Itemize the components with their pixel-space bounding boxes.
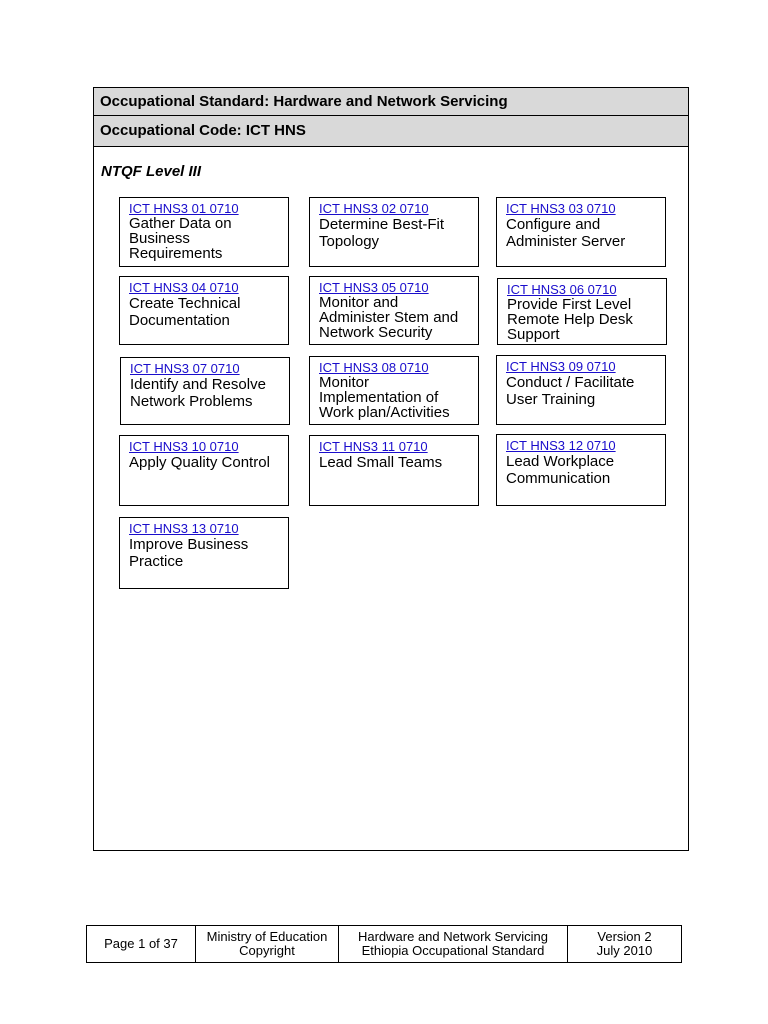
unit-box-03 [496, 197, 666, 267]
unit-title-06: Provide First Level Remote Help Desk Support [507, 296, 633, 343]
page-footer [86, 925, 682, 963]
ntqf-level-label: NTQF Level III [101, 163, 202, 180]
unit-box-10 [119, 435, 289, 506]
footer-ministry-cell [196, 926, 339, 962]
unit-code-link-08[interactable]: ICT HNS3 08 0710 [319, 360, 429, 375]
footer-ministry-line2: Copyright [239, 943, 295, 958]
unit-box-12 [496, 434, 666, 506]
unit-code-link-06[interactable]: ICT HNS3 06 0710 [507, 282, 617, 297]
unit-code-link-09[interactable]: ICT HNS3 09 0710 [506, 359, 616, 374]
standard-frame [93, 87, 689, 851]
unit-box-02 [309, 197, 479, 267]
unit-title-12: Lead Workplace Communication [506, 453, 615, 487]
unit-title-01: Gather Data on Business Requirements [129, 215, 232, 262]
unit-code-link-13[interactable]: ICT HNS3 13 0710 [129, 521, 239, 536]
unit-box-11 [309, 435, 479, 506]
footer-standard-line1: Hardware and Network Servicing [357, 929, 549, 944]
occupational-code-header: Occupational Code: ICT HNS [94, 116, 688, 147]
unit-box-13 [119, 517, 289, 589]
footer-version-cell [568, 926, 681, 962]
footer-page-number: Page 1 of 37 [104, 936, 178, 951]
footer-version-line2: July 2010 [596, 943, 653, 958]
unit-box-04 [119, 276, 289, 345]
unit-title-08: Monitor Implementation of Work plan/Activities [319, 374, 450, 421]
footer-standard-line2: Ethiopia Occupational Standard [361, 943, 545, 958]
footer-version-line1: Version 2 [597, 929, 652, 944]
unit-title-11: Lead Small Teams [319, 454, 443, 471]
unit-title-03: Configure and Administer Server [506, 216, 626, 250]
unit-box-05 [309, 276, 479, 345]
unit-code-link-02[interactable]: ICT HNS3 02 0710 [319, 201, 429, 216]
footer-ministry-line1: Ministry of Education [206, 929, 328, 944]
unit-box-09 [496, 355, 666, 425]
unit-title-10: Apply Quality Control [129, 454, 270, 471]
unit-title-02: Determine Best-Fit Topology [319, 216, 445, 250]
unit-code-link-11[interactable]: ICT HNS3 11 0710 [319, 439, 428, 454]
unit-box-08 [309, 356, 479, 425]
unit-code-link-10[interactable]: ICT HNS3 10 0710 [129, 439, 239, 454]
unit-code-link-07[interactable]: ICT HNS3 07 0710 [130, 361, 240, 376]
unit-code-link-12[interactable]: ICT HNS3 12 0710 [506, 438, 616, 453]
occupational-standard-header: Occupational Standard: Hardware and Network Servicing [94, 88, 688, 116]
unit-title-07: Identify and Resolve Network Problems [130, 376, 266, 410]
unit-code-link-01[interactable]: ICT HNS3 01 0710 [129, 201, 239, 216]
unit-title-13: Improve Business Practice [129, 536, 249, 570]
unit-title-09: Conduct / Facilitate User Training [506, 374, 635, 408]
footer-page-cell [87, 926, 196, 962]
unit-title-04: Create Technical Documentation [129, 295, 241, 329]
unit-code-link-03[interactable]: ICT HNS3 03 0710 [506, 201, 616, 216]
unit-code-link-05[interactable]: ICT HNS3 05 0710 [319, 280, 429, 295]
unit-box-01 [119, 197, 289, 267]
unit-code-link-04[interactable]: ICT HNS3 04 0710 [129, 280, 239, 295]
footer-standard-cell [339, 926, 568, 962]
unit-title-05: Monitor and Administer Stem and Network Security [319, 294, 459, 341]
unit-box-06 [497, 278, 667, 345]
unit-box-07 [120, 357, 290, 425]
